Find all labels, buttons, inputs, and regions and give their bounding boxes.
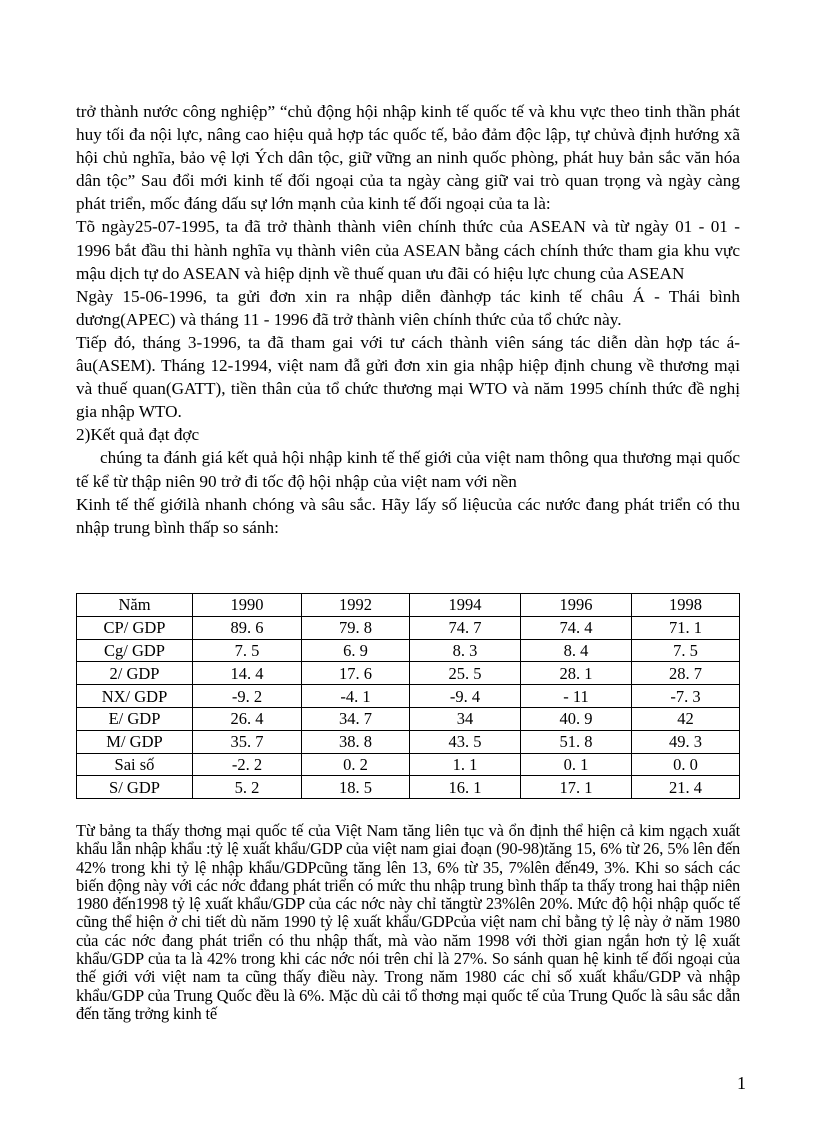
table-cell: -7. 3: [632, 685, 740, 708]
table-cell: 26. 4: [193, 707, 302, 730]
table-cell: -2. 2: [193, 753, 302, 776]
row-label: 2/ GDP: [77, 662, 193, 685]
table-cell: 89. 6: [193, 616, 302, 639]
table-cell: 5. 2: [193, 776, 302, 799]
table-cell: 25. 5: [410, 662, 521, 685]
analysis-paragraph: Từ bảng ta thấy thơng mại quốc tế của Việt Nam tăng liên tục và ổn định thể hiện cả kim ngạch xuất khẩu lẫn nhập khẩu :tỷ lệ xuất khẩu/GDP của việt nam giai đoạn (90-98)tăng 15, 6% từ 26, 5% lên đến 42% trong khi tỷ lệ nhập khẩu/GDPcũng tăng lên 13, 6% từ 35, 7%lên đến49, 3%. Khi so sách các biến động này với các nớc đđang phát triển có mức thu nhập trung bình thấp ta thấy trong hai thập niên 1980 đến1998 tỷ lệ xuất khẩu/GDP của các nớc này chỉ tăngtừ 23%lên 20%. Mức độ hội nhập quốc tế cũng thể hiện ở chi tiết dù năm 1990 tỷ lệ xuất khẩu/GDPcủa việt nam chỉ bằng tỷ lệ này ở năm 1980 của các nớc đang phát triển có thu nhập thất, mà vào năm 1998 với thời gian ngắn hơn tỷ lệ xuất khẩu/GDP của ta là 42% trong khi các nớc nói trên chỉ là 27%. So sánh quan hệ kinh tế đối ngoại của thế giới với việt nam ta cũng thấy điều này. Trong năm 1980 các chỉ số xuất khẩu/GDP và nhập khẩu/GDP của Trung Quốc đều là 6%. Mặc dù cải tổ thơng mại quốc tế của Trung Quốc là sâu sắc dẫn đến tăng trởng kinh tế: [76, 821, 740, 1023]
table-row: [77, 685, 740, 708]
table-row: [77, 707, 740, 730]
row-label: CP/ GDP: [77, 616, 193, 639]
table-cell: 14. 4: [193, 662, 302, 685]
asem-paragraph: Tiếp đó, tháng 3-1996, ta đã tham gai với tư cách thành viên sáng tác diễn dàn hợp tác á-âu(ASEM). Tháng 12-1994, việt nam đẫ gửi đơn xin gia nhập hiệp định chung về thương mại và thuế quan(GATT), tiền thân của tổ chức thương mại WTO và năm 1995 chính thức đề nghị gia nhập WTO.: [76, 332, 740, 422]
header-cell: 1996: [521, 594, 632, 617]
table-cell: 21. 4: [632, 776, 740, 799]
results-paragraph: chúng ta đánh giá kết quả hội nhập kinh tế thế giới của việt nam thông qua thương mại quốc tế kể từ thập niên 90 trở đi tốc độ hội nhập của việt nam với nền: [76, 448, 740, 491]
row-label: NX/ GDP: [77, 685, 193, 708]
table-cell: 8. 4: [521, 639, 632, 662]
table-cell: - 11: [521, 685, 632, 708]
header-cell: 1990: [193, 594, 302, 617]
table-row: [77, 730, 740, 753]
row-label: Sai số: [77, 753, 193, 776]
comparison-paragraph: Kinh tế thế giớilà nhanh chóng và sâu sắc. Hãy lấy số liệucủa các nước đang phát triển có thu nhập trung bình thấp so sánh:: [76, 494, 740, 537]
table-cell: 79. 8: [302, 616, 410, 639]
table-cell: 34: [410, 707, 521, 730]
page-number: 1: [737, 1073, 746, 1093]
asean-paragraph: Tõ ngày25-07-1995, ta đã trở thành thành viên chính thức của ASEAN và từ ngày 01 - 01 - 1996 bắt đầu thi hành nghĩa vụ thành viên của ASEAN bằng cách chính thức tham gia khu vực mậu dịch tự do ASEAN và hiệp dịnh về thuế quan ưu đãi có hiệu lực chung của ASEAN: [76, 217, 740, 283]
table-cell: 40. 9: [521, 707, 632, 730]
table-cell: 7. 5: [193, 639, 302, 662]
table-row: [77, 639, 740, 662]
table-cell: 0. 1: [521, 753, 632, 776]
header-cell: 1992: [302, 594, 410, 617]
table-cell: 0. 2: [302, 753, 410, 776]
table-row: [77, 753, 740, 776]
table-cell: 1. 1: [410, 753, 521, 776]
table-cell: 74. 4: [521, 616, 632, 639]
table-cell: 17. 1: [521, 776, 632, 799]
section-heading: 2)Kết quả đạt đợc: [76, 425, 200, 445]
table-cell: 34. 7: [302, 707, 410, 730]
table-cell: 18. 5: [302, 776, 410, 799]
table-cell: 17. 6: [302, 662, 410, 685]
table-row: [77, 662, 740, 685]
table-cell: -9. 2: [193, 685, 302, 708]
row-label: Cg/ GDP: [77, 639, 193, 662]
table-cell: -9. 4: [410, 685, 521, 708]
gdp-ratio-table: [76, 593, 740, 799]
header-cell: Năm: [77, 594, 193, 617]
table-cell: 35. 7: [193, 730, 302, 753]
table-cell: 28. 7: [632, 662, 740, 685]
table-row: [77, 776, 740, 799]
table-cell: 43. 5: [410, 730, 521, 753]
row-label: M/ GDP: [77, 730, 193, 753]
header-cell: 1998: [632, 594, 740, 617]
table-cell: 71. 1: [632, 616, 740, 639]
row-label: S/ GDP: [77, 776, 193, 799]
table-cell: 28. 1: [521, 662, 632, 685]
table-cell: 6. 9: [302, 639, 410, 662]
table-cell: 0. 0: [632, 753, 740, 776]
row-label: E/ GDP: [77, 707, 193, 730]
table-cell: -4. 1: [302, 685, 410, 708]
table-cell: 8. 3: [410, 639, 521, 662]
table-cell: 49. 3: [632, 730, 740, 753]
table-cell: 38. 8: [302, 730, 410, 753]
table-header-row: [77, 594, 740, 617]
table-cell: 7. 5: [632, 639, 740, 662]
header-cell: 1994: [410, 594, 521, 617]
table-cell: 16. 1: [410, 776, 521, 799]
table-cell: 51. 8: [521, 730, 632, 753]
intro-paragraph: trở thành nước công nghiệp” “chủ động hội nhập kinh tế quốc tế và khu vực theo tinh thần phát huy tối đa nội lực, nâng cao hiệu quả hợp tác quốc tế, bảo đảm độc lập, tự chủvà định hướng xã hội chủ nghĩa, bảo vệ lợi Ých dân tộc, giữ vững an ninh quốc phòng, phát huy bản sắc văn hóa dân tộc” Sau đổi mới kinh tế đối ngoại của ta ngày càng giữ vai trò quan trọng và ngày càng phát triển, mốc đáng dấu sự lớn mạnh của kinh tế đối ngoại của ta là:: [76, 102, 740, 214]
table-cell: 42: [632, 707, 740, 730]
apec-paragraph: Ngày 15-06-1996, ta gửi đơn xin ra nhập diễn đànhợp tác kinh tế châu Á - Thái bình dương(APEC) và tháng 11 - 1996 đã trở thành viên chính thức của tổ chức này.: [76, 286, 740, 329]
document-body: [76, 100, 740, 539]
table-row: [77, 616, 740, 639]
analysis-section: [76, 822, 740, 1023]
table-cell: 74. 7: [410, 616, 521, 639]
